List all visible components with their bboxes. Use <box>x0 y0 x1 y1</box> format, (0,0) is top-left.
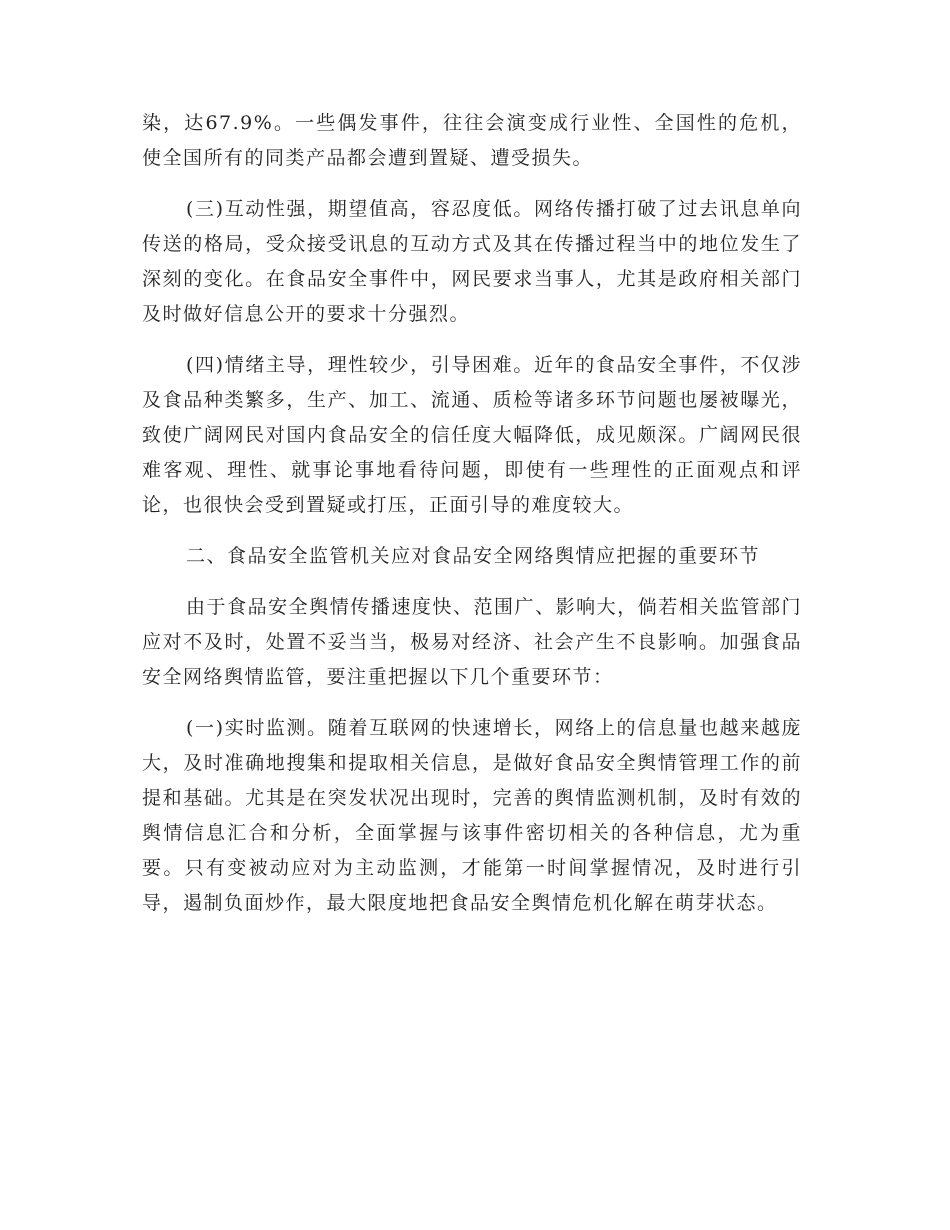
section-heading-2: 二、食品安全监管机关应对食品安全网络舆情应把握的重要环节 <box>186 545 761 567</box>
paragraph-section-4: (四)情绪主导，理性较少，引导困难。近年的食品安全事件，不仅涉及食品种类繁多，生产、加工、流通、质检等诸多环节问题也屡被曝光，致使广阔网民对国内食品安全的信任度大幅降低，成见颇深。广阔网民很难客观、理性、就事论事地看待问题，即使有一些理性的正面观点和评论，也很快会受到置疑或打压，正面引导的难度较大。 <box>142 354 802 516</box>
paragraph-continuation: 染，达67.9%。一些偶发事件，往往会演变成行业性、全国性的危机，使全国所有的同类产品都会遭到置疑、遭受损失。 <box>142 112 802 169</box>
paragraph-section-3: (三)互动性强，期望值高，容忍度低。网络传播打破了过去讯息单向传送的格局，受众接受讯息的互动方式及其在传播过程当中的地位发生了深刻的变化。在食品安全事件中，网民要求当事人，尤其是政府相关部门及时做好信息公开的要求十分强烈。 <box>142 198 802 325</box>
document-body <box>142 106 802 937</box>
paragraph-intro: 由于食品安全舆情传播速度快、范围广、影响大，倘若相关监管部门应对不及时，处置不妥当当，极易对经济、社会产生不良影响。加强食品安全网络舆情监管，要注重把握以下几个重要环节： <box>142 596 802 688</box>
paragraph-subsection-1: (一)实时监测。随着互联网的快速增长，网络上的信息量也越来越庞大，及时准确地搜集和提取相关信息，是做好食品安全舆情管理工作的前提和基础。尤其是在突发状况出现时，完善的舆情监测机制，及时有效的舆情信息汇合和分析，全面掌握与该事件密切相关的各种信息，尤为重要。只有变被动应对为主动监测，才能第一时间掌握情况，及时进行引导，遏制负面炒作，最大限度地把食品安全舆情危机化解在萌芽状态。 <box>142 717 802 914</box>
